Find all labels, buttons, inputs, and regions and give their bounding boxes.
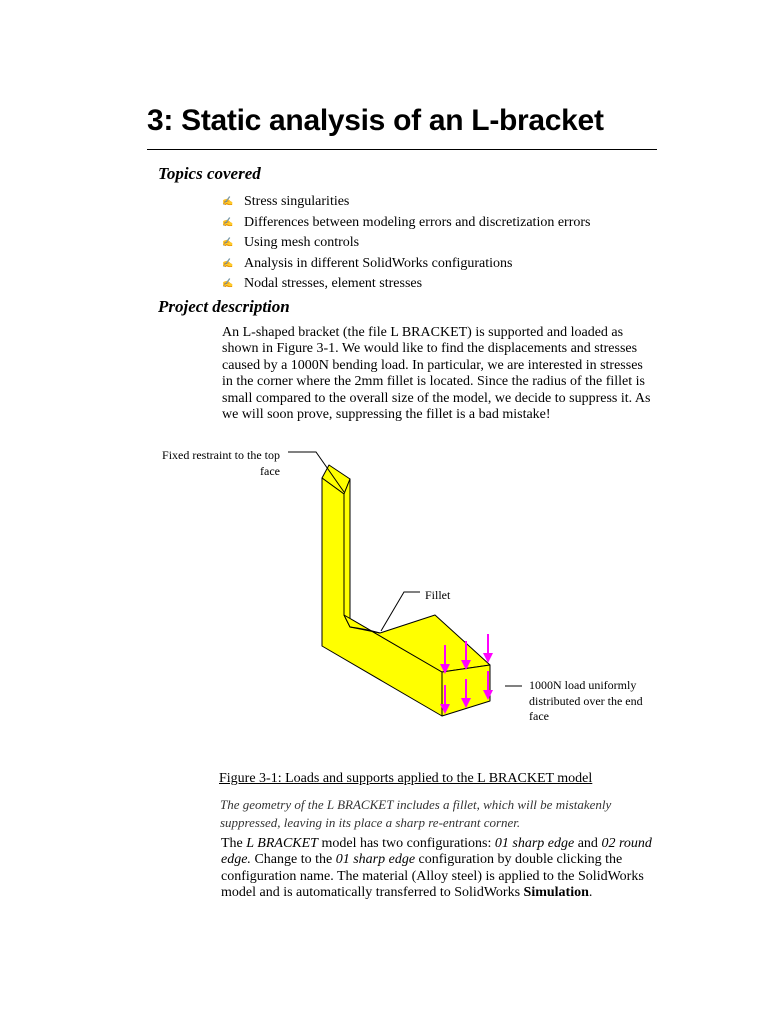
body-text: configuration by double clicking the configuration name. The material (Alloy steel) is applied to the SolidWorks model and is automatically transferred to SolidWorks [221, 852, 644, 900]
italic-note: The geometry of the L BRACKET includes a fillet, which will be mistakenly suppressed, leaving in its place a sharp re-entrant corner. [220, 797, 612, 830]
simulation-term: Simulation [523, 884, 589, 900]
topic-item [222, 191, 591, 212]
topic-item [222, 253, 591, 274]
l-bracket-drawing [322, 465, 490, 716]
pen-bullet-icon: ✍ [222, 278, 234, 288]
configurations-paragraph [221, 836, 661, 901]
topics-list [222, 191, 591, 294]
fixed-restraint-callout: Fixed restraint to the top face [162, 448, 280, 478]
topics-heading: Topics covered [158, 164, 261, 183]
body-text: . [588, 884, 593, 900]
model-name: L BRACKET [246, 836, 318, 851]
config-round-edge: 02 round edge. [221, 836, 652, 868]
figure-caption: Figure 3-1: Loads and supports applied to the L BRACKET model [219, 771, 593, 786]
config-sharp-edge: 01 sharp edge [494, 836, 575, 851]
body-text: model has two configurations: [317, 836, 495, 851]
topic-item [222, 232, 591, 253]
pen-bullet-icon: ✍ [222, 216, 234, 227]
chapter-title: 3: Static analysis of an L-bracket [147, 104, 604, 137]
pen-bullet-icon: ✍ [222, 196, 234, 206]
body-text: and [574, 836, 602, 851]
topic-text: Using mesh controls [244, 235, 360, 250]
l-bracket-figure [160, 440, 560, 740]
body-text: The [221, 836, 247, 851]
fillet-callout: Fillet [425, 588, 451, 602]
title-rule [147, 149, 657, 150]
project-heading: Project description [158, 297, 290, 316]
topic-text: Nodal stresses, element stresses [244, 276, 423, 291]
topic-text: Stress singularities [244, 194, 350, 209]
pen-bullet-icon: ✍ [222, 237, 234, 247]
topic-text: Differences between modeling errors and discretization errors [244, 214, 591, 230]
topic-item [222, 212, 591, 233]
pen-bullet-icon: ✍ [222, 257, 234, 268]
config-sharp-edge-ref: 01 sharp edge [335, 852, 416, 868]
load-callout: 1000N load uniformly distributed over the end face [529, 678, 643, 723]
topic-item [222, 273, 591, 294]
project-description: An L-shaped bracket (the file L BRACKET) is supported and loaded as shown in Figure 3-1. We would like to find the displacements and stresses caused by a 1000N bending load. In particular, we are interested in stresses in the corner where the 2mm fillet is located. Since the radius of the fillet is small compared to the overall size of the model, we decide to suppress it. As we will soon prove, suppressing the fillet is a bad mistake! [222, 325, 651, 423]
body-text: Change to the [250, 852, 336, 868]
topic-text: Analysis in different SolidWorks configurations [244, 255, 513, 271]
